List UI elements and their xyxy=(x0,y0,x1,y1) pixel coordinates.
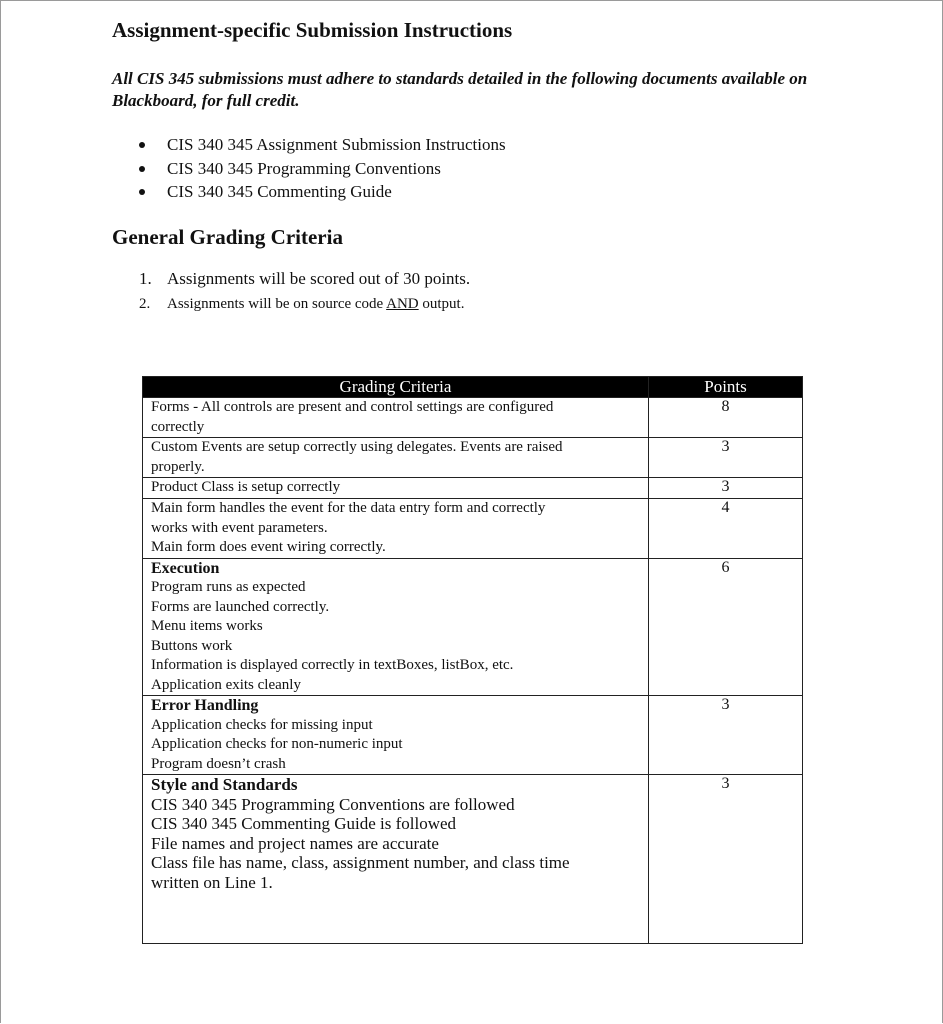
bullet-icon xyxy=(139,142,145,148)
submission-notice: All CIS 345 submissions must adhere to standards detailed in the following documents available on Blackboard, for full credit. xyxy=(112,69,808,110)
points-cell: 6 xyxy=(649,558,803,696)
points-cell: 4 xyxy=(649,499,803,559)
table-row xyxy=(143,478,803,499)
row-heading: Error Handling xyxy=(151,697,259,714)
criteria-cell: Custom Events are setup correctly using delegates. Events are raised properly. xyxy=(143,438,649,478)
table-row xyxy=(143,696,803,775)
list-item: 2. Assignments will be on source code AND output. xyxy=(139,296,465,312)
list-item: CIS 340 345 Commenting Guide xyxy=(139,180,506,204)
table-row xyxy=(143,775,803,944)
criteria-cell: Error Handling Application checks for missing input Application checks for non-numeric input Program doesn’t crash xyxy=(143,696,649,775)
column-header-points: Points xyxy=(649,377,803,398)
criteria-cell: Forms - All controls are present and control settings are configured correctly xyxy=(143,398,649,438)
page-title: Assignment-specific Submission Instructions xyxy=(112,18,513,42)
criteria-cell: Product Class is setup correctly xyxy=(143,478,649,499)
list-item: CIS 340 345 Assignment Submission Instructions xyxy=(139,133,506,157)
table-row xyxy=(143,438,803,478)
table-row xyxy=(143,398,803,438)
criteria-cell: Main form handles the event for the data entry form and correctly works with event parameters. Main form does event wiring correctly. xyxy=(143,499,649,559)
required-documents-list xyxy=(139,133,506,204)
criteria-cell: Execution Program runs as expected Forms are launched correctly. Menu items works Buttons work Information is displayed correctly in textBoxes, listBox, etc. Application exits cleanly xyxy=(143,558,649,696)
points-cell: 3 xyxy=(649,478,803,499)
row-heading: Style and Standards xyxy=(151,775,298,794)
grading-heading: General Grading Criteria xyxy=(112,225,343,249)
bullet-icon xyxy=(139,166,145,172)
points-cell: 3 xyxy=(649,696,803,775)
list-item: CIS 340 345 Programming Conventions xyxy=(139,157,506,181)
grading-rules-list xyxy=(139,267,470,317)
list-item: 1. Assignments will be scored out of 30 points. xyxy=(139,269,471,288)
table-row xyxy=(143,499,803,559)
points-cell: 8 xyxy=(649,398,803,438)
bullet-icon xyxy=(139,189,145,195)
row-heading: Execution xyxy=(151,559,220,577)
table-header-row xyxy=(143,377,803,398)
table-row xyxy=(143,558,803,696)
column-header-criteria: Grading Criteria xyxy=(143,377,649,398)
grading-criteria-table xyxy=(142,376,803,944)
criteria-cell: Style and Standards CIS 340 345 Programming Conventions are followed CIS 340 345 Commenting Guide is followed File names and project names are accurate Class file has name, class, assignment number, and class time written on Line 1. xyxy=(143,775,649,944)
points-cell: 3 xyxy=(649,438,803,478)
points-cell: 3 xyxy=(649,775,803,944)
